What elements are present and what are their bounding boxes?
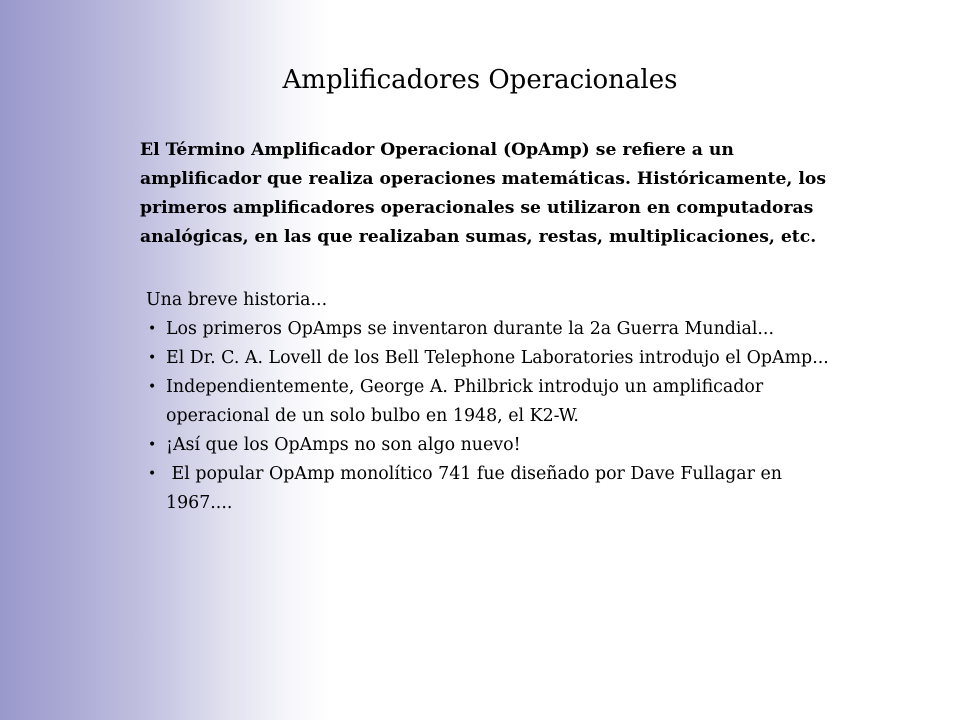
bullet-dot-icon: • [148,437,157,453]
history-bullet-1 [146,315,836,344]
history-section [146,286,836,518]
history-bullet-2 [146,344,836,373]
history-bullet-3 [146,373,836,431]
history-bullet-4 [146,431,836,460]
bullet-dot-icon: • [148,321,157,337]
bullet-dot-icon: • [148,379,157,395]
intro-paragraph: El Término Amplificador Operacional (OpAmp) se refiere a un amplificador que realiza operaciones matemáticas. Históricamente, los primeros amplificadores operacionales se utilizaron en computadoras analógicas, en las que realizaban sumas, restas, multiplicaciones, etc. [140,140,827,247]
history-bullet-5 [146,460,836,518]
history-bullet-text: El Dr. C. A. Lovell de los Bell Telephone Laboratories introdujo el OpAmp... [166,348,829,368]
slide-title: Amplificadores Operacionales [282,65,678,95]
bullet-dot-icon: • [148,350,157,366]
history-bullet-text: Los primeros OpAmps se inventaron durante la 2a Guerra Mundial... [166,319,774,339]
history-bullet-text: ¡Así que los OpAmps no son algo nuevo! [166,435,521,455]
history-heading: Una breve historia... [146,290,328,310]
history-bullet-text: El popular OpAmp monolítico 741 fue diseñado por Dave Fullagar en 1967.... [166,464,788,513]
history-bullet-list [146,315,836,518]
bullet-dot-icon: • [148,466,157,482]
history-bullet-text: Independientemente, George A. Philbrick introdujo un amplificador operacional de un solo bulbo en 1948, el K2-W. [166,377,764,426]
